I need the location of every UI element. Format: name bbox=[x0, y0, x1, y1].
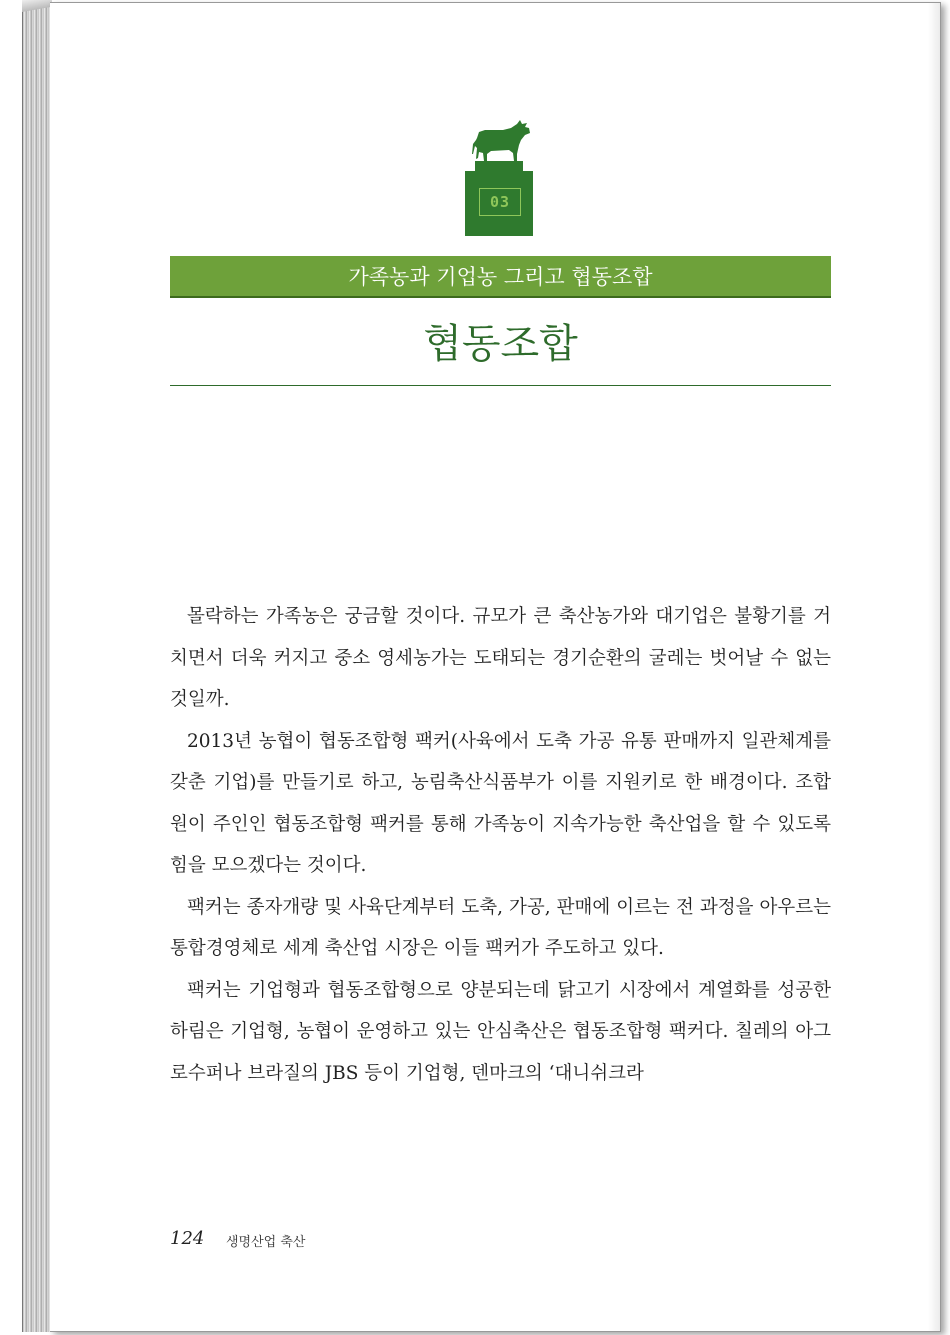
chapter-number: 03 bbox=[479, 188, 521, 216]
section-banner bbox=[170, 256, 831, 298]
body-text bbox=[170, 596, 831, 1094]
cow-icon bbox=[465, 118, 533, 236]
book-page-edges bbox=[22, 6, 53, 1332]
paragraph: 팩커는 종자개량 및 사육단계부터 도축, 가공, 판매에 이르는 전 과정을 아우르는 통합경영체로 세계 축산업 시장은 이들 팩커가 주도하고 있다. bbox=[170, 896, 831, 959]
paragraph: 몰락하는 가족농은 궁금할 것이다. 규모가 큰 축산농가와 대기업은 불황기를 거치면서 더욱 커지고 중소 영세농가는 도태되는 경기순환의 굴레는 벗어날 수 없는 것일까. bbox=[170, 606, 831, 710]
page-number: 124 bbox=[170, 1228, 205, 1249]
title-divider bbox=[170, 385, 831, 386]
chapter-emblem bbox=[465, 118, 533, 236]
running-footer-title: 생명산업 축산 bbox=[226, 1235, 306, 1250]
page-title: 협동조합 bbox=[423, 321, 578, 367]
section-title: 가족농과 기업농 그리고 협동조합 bbox=[348, 265, 653, 289]
paragraph: 2013년 농협이 협동조합형 팩커(사육에서 도축 가공 유통 판매까지 일관체계를 갖춘 기업)를 만들기로 하고, 농림축산식품부가 이를 지원키로 한 배경이다. 조합원이 주인인 협동조합형 팩커를 통해 가족농이 지속가능한 축산업을 할 수 있도록 힘을 모으겠다는 것이다. bbox=[170, 730, 831, 876]
paragraph: 팩커는 기업형과 협동조합형으로 양분되는데 닭고기 시장에서 계열화를 성공한 하림은 기업형, 농협이 운영하고 있는 안심축산은 협동조합형 팩커다. 칠레의 아그로수퍼나 브라질의 JBS 등이 기업형, 덴마크의 ‘대니쉬크라 bbox=[170, 979, 831, 1084]
